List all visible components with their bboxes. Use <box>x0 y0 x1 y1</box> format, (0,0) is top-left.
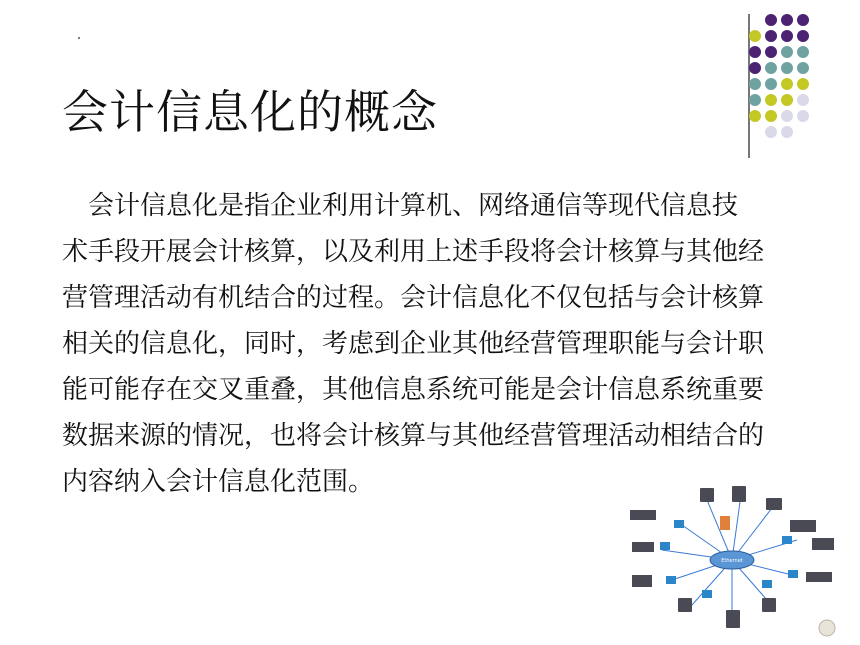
decorative-dot <box>765 46 777 58</box>
decorative-dot <box>765 126 777 138</box>
decorative-dot <box>781 46 793 58</box>
decorative-dot <box>797 46 809 58</box>
decorative-dot <box>749 46 761 58</box>
decorative-dot <box>765 110 777 122</box>
decorative-dot <box>749 78 761 90</box>
decorative-dot <box>797 94 809 106</box>
decorative-dot <box>765 62 777 74</box>
decorative-dot <box>781 14 793 26</box>
body-line: 相关的信息化，同时，考虑到企业其他经营管理职能与会计职 <box>62 329 765 359</box>
body-line: 术手段开展会计核算，以及利用上述手段将会计核算与其他经 <box>62 237 765 267</box>
decorative-dot <box>781 30 793 42</box>
decorative-dot <box>797 62 809 74</box>
network-diagram-image <box>622 480 842 640</box>
decorative-dot <box>765 94 777 106</box>
body-line: 数据来源的情况，也将会计核算与其他经营管理活动相结合的 <box>62 421 765 451</box>
decorative-dot <box>749 110 761 122</box>
body-line: 能可能存在交叉重叠，其他信息系统可能是会计信息系统重要 <box>62 375 765 405</box>
body-line: 内容纳入会计信息化范围。 <box>62 467 375 497</box>
slide-title: 会计信息化的概念 <box>62 85 438 139</box>
decorative-dot <box>797 30 809 42</box>
decorative-dot <box>781 94 793 106</box>
body-line: 营管理活动有机结合的过程。会计信息化不仅包括与会计核算 <box>62 283 765 313</box>
decorative-dot <box>749 62 761 74</box>
decorative-dot <box>797 14 809 26</box>
decorative-dot <box>749 30 761 42</box>
decorative-dot <box>781 126 793 138</box>
decorative-dot <box>781 62 793 74</box>
decorative-dot <box>781 110 793 122</box>
decorative-dot <box>797 110 809 122</box>
decorative-dot <box>765 78 777 90</box>
stray-dot <box>78 37 80 39</box>
slide-body <box>62 183 822 505</box>
hub-label: Ethernet <box>721 558 743 564</box>
decorative-dot <box>781 78 793 90</box>
body-line: 会计信息化是指企业利用计算机、网络通信等现代信息技 <box>88 191 739 221</box>
firewall-icon <box>720 516 730 530</box>
decorative-dot <box>765 14 777 26</box>
decorative-dot <box>797 78 809 90</box>
decorative-dot <box>765 30 777 42</box>
decorative-dot <box>749 94 761 106</box>
